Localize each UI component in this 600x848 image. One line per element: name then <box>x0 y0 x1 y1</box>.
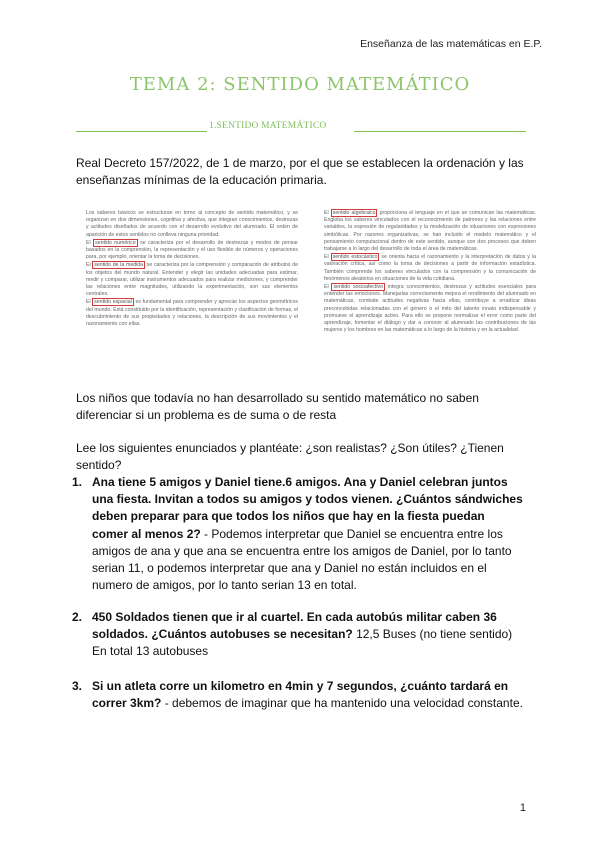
running-header: Enseñanza de las matemáticas en E.P. <box>360 38 542 50</box>
intro-paragraph: Los niños que todavía no han desarrollado su sentido matemático no saben diferenciar si un problema es de suma o de resta <box>76 391 479 422</box>
section-heading <box>76 121 526 133</box>
excerpt-column-right <box>324 210 536 335</box>
problem-number: 3. <box>72 679 83 693</box>
excerpt-paragraph: El sentido espacial es fundamental para comprender y apreciar los aspectos geométricos del mundo. Está constituido por la identificación, representación y clasificación de formas, el descubrimiento de sus propiedades y relaciones, la descripción de sus movimientos y el razonamiento con ellas. <box>86 299 298 328</box>
highlight-sentido-medida: sentido de la medida <box>94 262 144 269</box>
excerpt-paragraph: El sentido algebraico proporciona el lenguaje en el que se comunican las matemáticas. Engloba los saberes vinculados con el reconocimiento de patrones y las relaciones entre variables, la expresión de regularidades y la modelización de situaciones con expresiones simbólicas. Por razones organizativas, se han incluido el modelo matemático y el pensamiento computacional dentro de este sentido, aunque son dos procesos que deben trabajarse a lo largo del desarrollo de toda el área de matemáticas. <box>324 210 537 253</box>
problem-question: 450 Soldados tienen que ir al cuartel. En cada autobús militar caben 36 soldados. ¿Cuántos autobuses se necesitan? <box>92 610 497 642</box>
document-title: TEMA 2: SENTIDO MATEMÁTICO <box>129 74 471 95</box>
problem-number: 2. <box>72 610 83 624</box>
highlight-sentido-espacial: sentido espacial <box>94 299 132 306</box>
problem-item <box>72 609 524 661</box>
problem-question: Si un atleta corre un kilometro en 4min y 7 segundos, ¿cuánto tardará en correr 3km? <box>92 679 509 711</box>
problem-answer: - debemos de imaginar que ha mantenido una velocidad constante. <box>161 696 523 711</box>
highlight-sentido-socioafectivo: sentido socioafectivo <box>333 284 383 291</box>
highlight-sentido-algebraico: sentido algebraico <box>332 210 376 216</box>
excerpt-column-left <box>86 210 298 329</box>
instruction-paragraph: Lee los siguientes enunciados y plantéate: ¿son realistas? ¿Son útiles? ¿Tienen sentido? <box>76 441 504 472</box>
problem-answer: 12,5 Buses (no tiene sentido) En total 13 autobuses <box>92 627 513 659</box>
excerpt-paragraph: El sentido estocástico se orienta hacia el razonamiento y la interpretación de datos y la valoración crítica, así como la toma de decisiones a partir de información estadística. También comprende los saberes vinculados con la comprensión y la comunicación de fenómenos aleatorios en situaciones de la vida cotidiana. <box>324 254 536 282</box>
problem-item <box>72 474 524 594</box>
problem-answer: - Podemos interpretar que Daniel se encuentra entre los amigos de ana y que ana se encuentra entre los amigos de Daniel, por lo tanto serian 11, o podemos interpretar que ana y Daniel no están incluidos en el numero de amigos, por lo tanto serian 13 en total. <box>92 526 512 593</box>
problem-question: Ana tiene 5 amigos y Daniel tiene.6 amigos. Ana y Daniel celebran juntos una fiesta. Invitan a todos su amigos y todos vienen. ¿Cuántos sándwiches deben preparar para que todos los niños que hay en la fiesta puedan comer al menos 2? <box>92 475 523 541</box>
excerpt-paragraph: El sentido de la medida se caracteriza por la comprensión y comparación de atributos de los objetos del mundo natural. Entender y elegir las unidades adecuadas para estimar, medir y comparar, utilizar instrumentos adecuados para realizar mediciones, y comprender las relaciones entre magnitudes, utilizando la experimentación, son sus elementos centrales. <box>86 262 298 298</box>
excerpt-text: se caracteriza por la comprensión y comparación de atributos de los objetos del mundo natural. Entender y elegir las unidades adecuadas para estimar, medir y comparar, utilizar instrumentos adecuados para realizar mediciones, y comprender las relaciones entre magnitudes, utilizando la experimentación, son sus elementos centrales. <box>86 262 298 298</box>
decree-paragraph: Real Decreto 157/2022, de 1 de marzo, por el que se establecen la ordenación y las enseñanzas mínimas de la educación primaria. <box>76 156 524 187</box>
decree-excerpt-image <box>86 210 537 370</box>
page-number: 1 <box>519 802 526 814</box>
section-label: 1.SENTIDO MATEMÁTICO <box>209 121 327 131</box>
excerpt-paragraph: Los saberes básicos se estructuran en torno al concepto de sentido matemático, y se organizan en dos dimensiones, cognitiva y afectiva, que integran conocimientos, destrezas y actitudes diseñados de acuerdo con el desarrollo evolutivo del alumnado. El orden de aparición de estos sentidos no conlleva ninguna prioridad. <box>86 210 298 238</box>
excerpt-paragraph: El sentido socioafectivo integra conocimientos, destrezas y actitudes esenciales para entender las emociones. Manejarlas correctamente mejora el rendimiento del alumnado en matemáticas, combate actitudes negativas hacia ellas, contribuye a erradicar ideas preconcebidas relacionadas con el género o el mito del talento innato indispensable y promueve el aprendizaje activo. Para ello se propone normalizar el error como parte del aprendizaje, fomentar el diálogo y dar a conocer al alumnado las contribuciones de las mujeres y los hombres en las matemáticas a lo largo de la historia y en la actualidad. <box>324 284 536 334</box>
excerpt-text: se caracteriza por el desarrollo de destrezas y modos de pensar basados en la comprensión, la representación y el uso flexible de números y operaciones para, por ejemplo, orientar la toma de decisiones. <box>86 239 298 261</box>
excerpt-text: se orienta hacia el razonamiento y la interpretación de datos y la valoración crítica, así como la toma de decisiones a partir de información estadística. También comprende los saberes vinculados con la comprensión y la comunicación de fenómenos aleatorios en situaciones de la vida cotidiana. <box>324 254 536 282</box>
problem-number: 1. <box>72 475 83 489</box>
section-rule-left <box>76 131 207 132</box>
highlight-sentido-estocastico: sentido estocástico <box>332 254 378 261</box>
section-rule-right <box>354 131 526 132</box>
excerpt-text: proporciona el lenguaje en el que se comunican las matemáticas. Engloba los saberes vinculados con el reconocimiento de patrones y las relaciones entre variables, la expresión de regularidades y la modelización de situaciones con expresiones simbólicas. Por razones organizativas, se han incluido el modelo matemático y el pensamiento computacional dentro de este sentido, aunque son dos procesos que deben trabajarse a lo largo del desarrollo de toda el área de matemáticas. <box>324 210 537 253</box>
excerpt-paragraph: El sentido numérico se caracteriza por el desarrollo de destrezas y modos de pensar basados en la comprensión, la representación y el uso flexible de números y operaciones para, por ejemplo, orientar la toma de decisiones. <box>86 239 298 261</box>
excerpt-text: es fundamental para comprender y apreciar los aspectos geométricos del mundo. Está constituido por la identificación, representación y clasificación de formas, el descubrimiento de sus propiedades y relaciones, la descripción de sus movimientos y el razonamiento con ellas. <box>86 299 298 328</box>
excerpt-text: integra conocimientos, destrezas y actitudes esenciales para entender las emociones. Manejarlas correctamente mejora el rendimiento del alumnado en matemáticas, combate actitudes negativas hacia ellas, contribuye a erradicar ideas preconcebidas relacionadas con el género o el mito del talento innato indispensable y promueve el aprendizaje activo. Para ello se propone normalizar el error como parte del aprendizaje, fomentar el diálogo y dar a conocer al alumnado las contribuciones de las mujeres y los hombres en las matemáticas a lo largo de la historia y en la actualidad. <box>324 284 536 334</box>
problem-item <box>72 678 524 712</box>
highlight-sentido-numerico: sentido numérico <box>95 239 136 246</box>
